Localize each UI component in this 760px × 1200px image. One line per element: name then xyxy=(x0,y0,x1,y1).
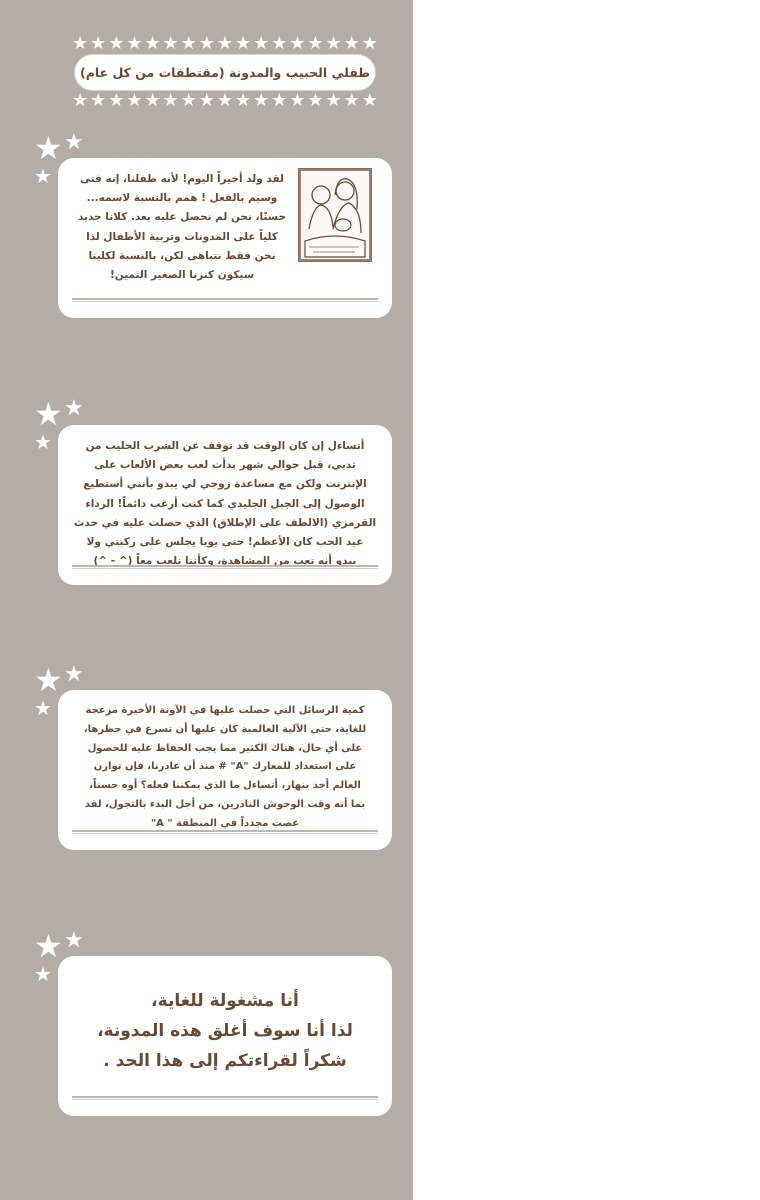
star-icon: ★ xyxy=(34,962,52,986)
star-icon: ★ xyxy=(180,33,197,54)
star-icon: ★ xyxy=(234,90,252,111)
star-icon: ★ xyxy=(34,129,63,167)
star-icon: ★ xyxy=(72,90,89,111)
star-icon: ★ xyxy=(361,90,378,111)
blog-title: طفلي الحبيب والمدونة (مقتطفات من كل عام) xyxy=(75,55,375,90)
divider xyxy=(72,1096,378,1100)
star-icon: ★ xyxy=(289,33,306,54)
star-icon: ★ xyxy=(34,696,52,720)
star-icon: ★ xyxy=(289,90,306,111)
post-text: لقد ولد أخيراً اليوم! لأنه طفلنا، إنه فتى وسيم بالفعل ! همم بالنسبة لاسمه... حسنًا، نحن لم نحصل عليه بعد. كلانا جديد كلياً على المدونات وتربية الأطفال لذا نحن فقط نتباهى لكن، بالنسبة لكلينا سيكون كنزنا الصغير الثمين! xyxy=(77,173,287,282)
title-star-border-bottom xyxy=(72,90,378,112)
star-icon: ★ xyxy=(108,33,125,54)
star-icon: ★ xyxy=(90,90,107,111)
star-icon: ★ xyxy=(307,33,324,54)
star-icon: ★ xyxy=(64,928,84,953)
star-icon: ★ xyxy=(234,33,252,54)
star-icon: ★ xyxy=(325,90,342,111)
blog-post-card xyxy=(58,158,392,318)
star-icon: ★ xyxy=(144,33,161,54)
star-icon: ★ xyxy=(108,90,125,111)
star-icon: ★ xyxy=(162,90,179,111)
closing-message: أنا مشغولة للغاية، لذا أنا سوف أغلق هذه المدونة، شكراً لقراءتكم إلى هذا الحد . xyxy=(97,991,353,1071)
blog-post-card xyxy=(58,425,392,585)
blog-post-card xyxy=(58,690,392,850)
post-text: أتساءل إن كان الوقت قد توقف عن الشرب الحليب من ثديي، قبل حوالي شهر بدأت لعب بعض الألعاب على الإنترنت ولكن مع مساعدة زوجي لي يبدو بأنني أستطيع الوصول إلى الجبل الجليدي كما كنت أرغب دائماً! الرداء القرمزي (الالطف على الإطلاق) الذي حصلت عليه في حدث عيد الحب كان الأعظم! حتى يويا يجلس على ركبتي ولا يبدو أنه تعب من المشاهدة، وكأننا نلعب معاً (^ - ^) xyxy=(73,440,377,568)
star-icon: ★ xyxy=(253,33,270,54)
star-icon: ★ xyxy=(253,90,270,111)
star-icon: ★ xyxy=(34,164,52,188)
star-icon: ★ xyxy=(271,90,288,111)
star-icon: ★ xyxy=(126,90,143,111)
star-icon: ★ xyxy=(198,90,215,111)
post-text: كمية الرسائل التي حصلت عليها في الآونة الأخيرة مزعجة للغاية، حتى الآلية العالمية كان عليها أن تسرع في حظرها، على أي حال، هناك الكثير مما يجب الحفاظ عليه للحصول على استعداد للمعارك "A" # منذ أن غادرنا، فإن توازن العالم أخذ ينهار، أتساءل ما الذي يمكننا فعله؟ أوه حسناً، بما أنه وقت الوحوش النادرين، من أجل البدء بالتجول، لقد غصت مجدداً في المنطقة " A" xyxy=(83,705,367,829)
divider xyxy=(72,830,378,834)
star-icon: ★ xyxy=(325,33,342,54)
star-icon: ★ xyxy=(343,33,360,54)
star-icon: ★ xyxy=(34,430,52,454)
star-icon: ★ xyxy=(72,33,89,54)
star-icon: ★ xyxy=(64,396,84,421)
star-icon: ★ xyxy=(307,90,324,111)
star-icon: ★ xyxy=(34,927,63,965)
star-icon: ★ xyxy=(34,395,63,433)
star-icon: ★ xyxy=(198,33,215,54)
star-icon: ★ xyxy=(216,90,234,111)
blog-post-card xyxy=(58,956,392,1116)
title-star-border-top xyxy=(72,33,378,55)
star-icon: ★ xyxy=(90,33,107,54)
star-icon: ★ xyxy=(162,33,179,54)
star-icon: ★ xyxy=(180,90,197,111)
star-icon: ★ xyxy=(343,90,360,111)
star-icon: ★ xyxy=(34,661,63,699)
family-sketch-icon xyxy=(298,168,372,262)
star-icon: ★ xyxy=(126,33,143,54)
star-icon: ★ xyxy=(144,90,161,111)
star-icon: ★ xyxy=(64,662,84,687)
star-icon: ★ xyxy=(64,130,84,155)
star-icon: ★ xyxy=(361,33,378,54)
divider xyxy=(72,565,378,569)
divider xyxy=(72,298,378,302)
star-icon: ★ xyxy=(271,33,288,54)
star-icon: ★ xyxy=(216,33,234,54)
